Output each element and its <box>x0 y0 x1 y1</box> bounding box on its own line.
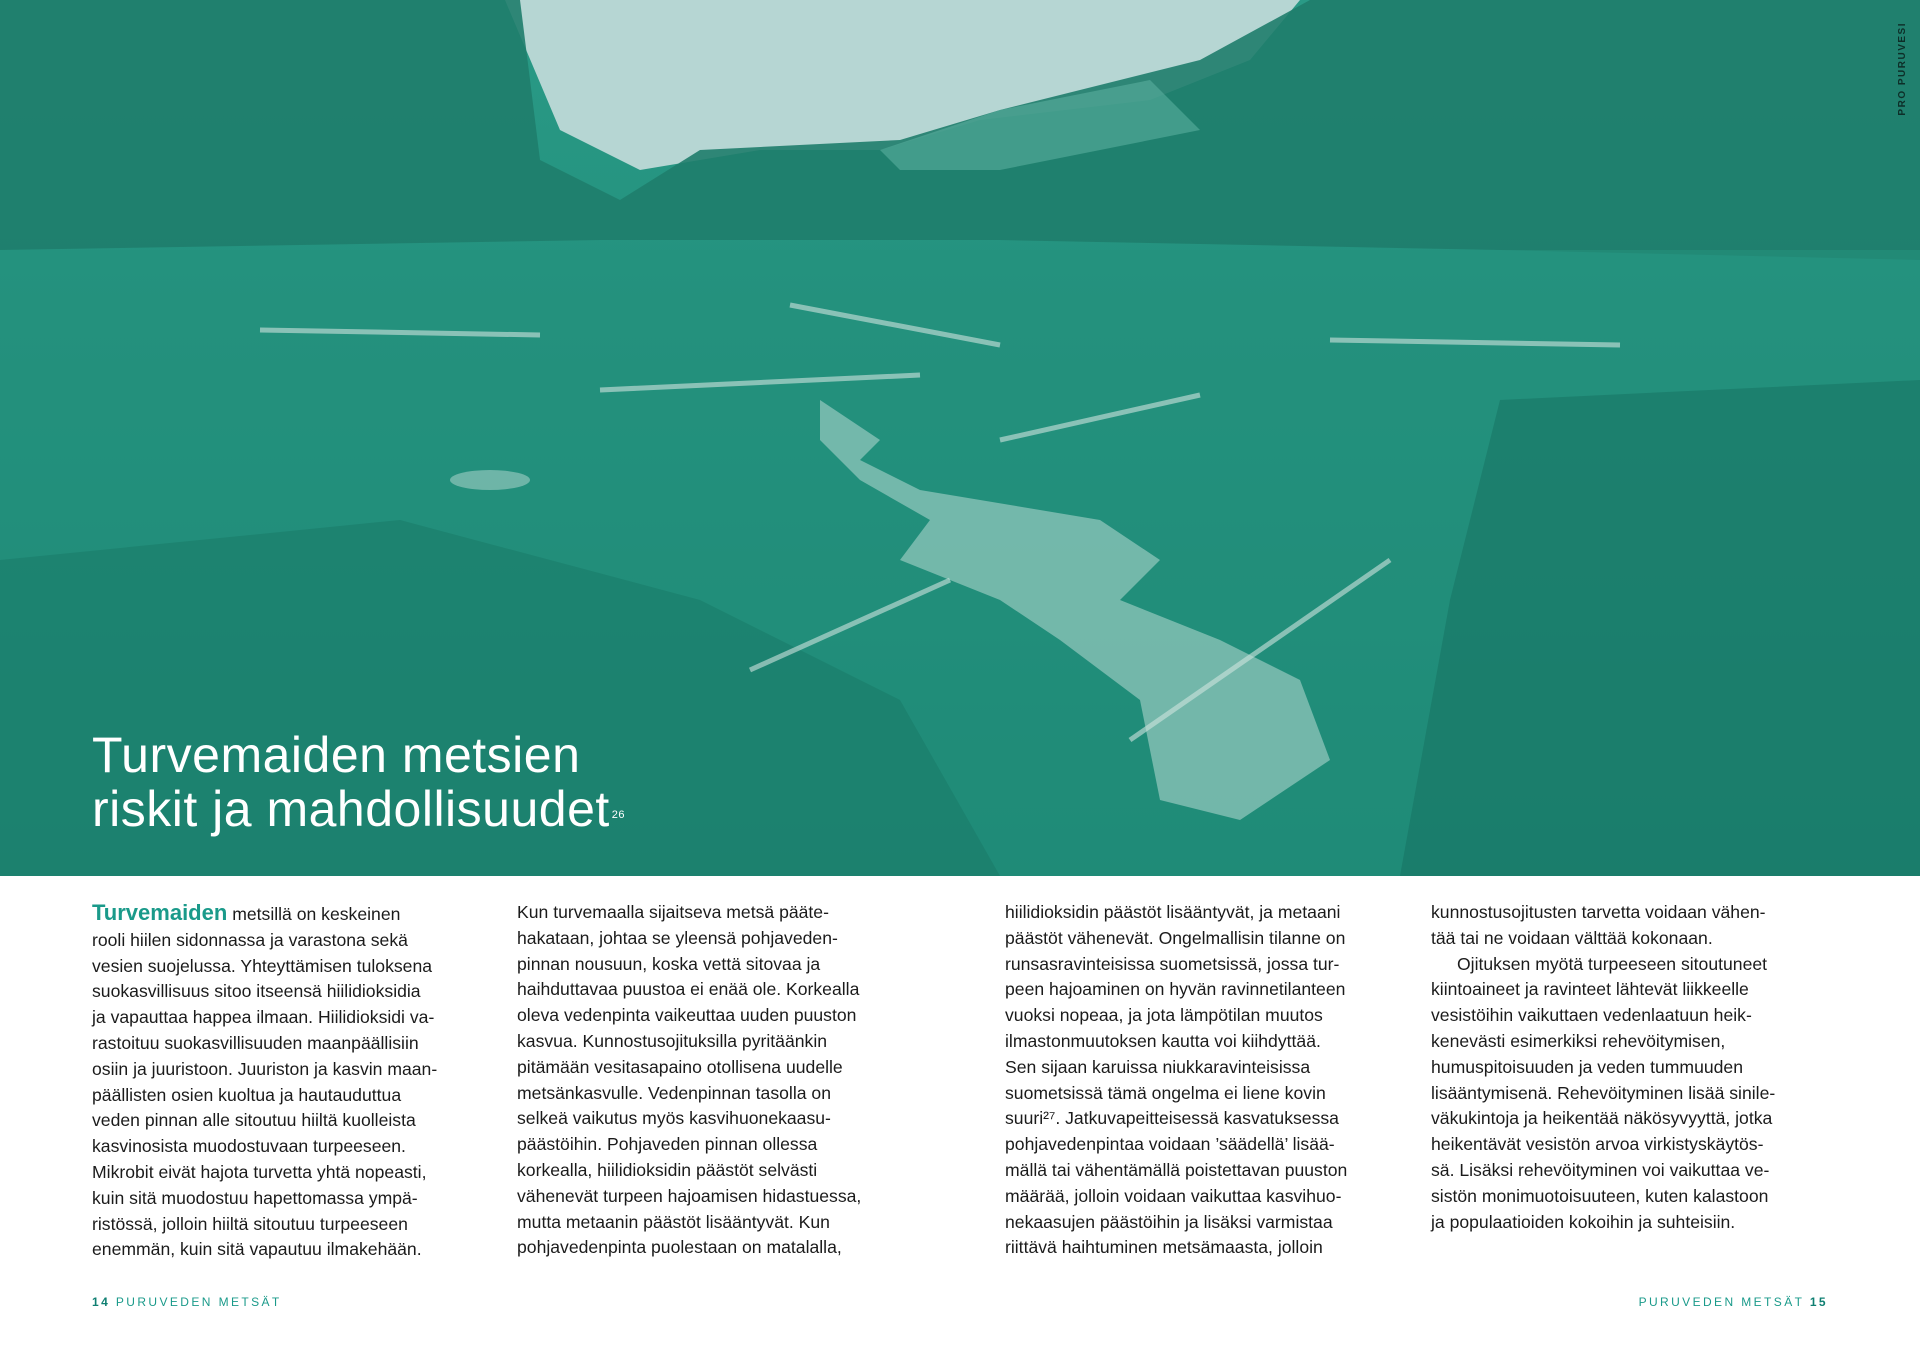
text-line: kenevästi esimerkiksi rehevöitymisen, <box>1431 1030 1726 1051</box>
text-line: hiilidioksidin päästöt lisääntyvät, ja metaani <box>1005 902 1341 922</box>
text-line: oleva vedenpinta vaikeuttaa uuden puuston <box>517 1005 857 1026</box>
text-line <box>92 900 492 928</box>
text-line: heikentävät vesistön arvoa virkistyskäytös- <box>1431 1134 1764 1155</box>
text-line: Sen sijaan karuissa niukkaravinteisissa <box>1005 1056 1311 1077</box>
text-line: sistön monimuotoisuuteen, kuten kalastoon <box>1431 1185 1769 1206</box>
text-line: korkealla, hiilidioksidin päästöt selvästi <box>517 1159 818 1180</box>
text-line: kuin sitä muodostuu hapettomassa ympä- <box>92 1187 418 1208</box>
publication-name-right: PURUVEDEN METSÄT <box>1638 1295 1805 1309</box>
page-number-right: 15 <box>1809 1295 1828 1309</box>
text-line: nekaasujen päästöihin ja lisäksi varmistaa <box>1005 1211 1333 1232</box>
text-line: vuoksi nopeaa, ja jota lämpötilan muutos <box>1005 1005 1323 1026</box>
text-line: päästöt vähenevät. Ongelmallisin tilanne on <box>1005 927 1346 948</box>
footer-left <box>92 1295 282 1309</box>
text-line: rastoituu suokasvillisuuden maanpäällisiin <box>92 1032 419 1053</box>
text-line: väkukintoja ja heikentää näkösyvyyttä, jotka <box>1431 1108 1773 1129</box>
text-line: suometsissä tämä ongelma ei liene kovin <box>1005 1082 1326 1103</box>
text-line: kasvua. Kunnostusojituksilla pyritäänkin <box>517 1030 828 1051</box>
text-line: vesistöihin vaikuttaen vedenlaatuun heik- <box>1431 1005 1752 1026</box>
text-line: sä. Lisäksi rehevöityminen voi vaikuttaa ve- <box>1431 1159 1770 1180</box>
text-line: kunnostusojitusten tarvetta voidaan vähen- <box>1431 902 1766 922</box>
text-line: hakataan, johtaa se yleensä pohjaveden- <box>517 927 838 948</box>
text-line: mällä tai vähentämällä poistettavan puuston <box>1005 1159 1348 1180</box>
text-line: lisääntymisenä. Rehevöityminen lisää sinile- <box>1431 1082 1776 1103</box>
text-line: selkeä vaikutus myös kasvihuonekaasu- <box>517 1108 831 1129</box>
text-line: peen hajoaminen on hyvän ravinnetilanteen <box>1005 979 1346 1000</box>
text-line: päällisten osien kuoltua ja hautauduttua <box>92 1084 402 1105</box>
text-column-2 <box>517 900 917 1261</box>
text-line: kiintoaineet ja ravinteet lähtevät liikkeelle <box>1431 979 1749 1000</box>
text-line: pitämään vesitasapaino otollisena uudelle <box>517 1056 843 1077</box>
text-line: riittävä haihtuminen metsämaasta, jolloin <box>1005 1237 1323 1258</box>
photo-credit: PRO PURUVESI <box>1897 22 1908 116</box>
text-line: vesien suojelussa. Yhteyttämisen tuloksena <box>92 955 433 976</box>
text-line: ja vapauttaa happea ilmaan. Hiilidioksidi va- <box>92 1007 435 1028</box>
title-line-1: Turvemaiden metsien <box>92 727 581 783</box>
page-title <box>92 728 625 836</box>
text-column-1 <box>92 900 492 1263</box>
text-line: pinnan nousuun, koska vettä sitovaa ja <box>517 953 821 974</box>
title-footnote: 26 <box>611 809 626 821</box>
text-line: osiin ja juuristoon. Juuriston ja kasvin maan- <box>92 1058 438 1079</box>
text-line: suokasvillisuus sitoo itseensä hiilidioksidia <box>92 981 421 1002</box>
text-line: mutta metaanin päästöt lisääntyvät. Kun <box>517 1211 830 1232</box>
text-line: määrää, jolloin voidaan vaikuttaa kasvihuo- <box>1005 1185 1342 1206</box>
text-line: päästöihin. Pohjaveden pinnan ollessa <box>517 1134 818 1155</box>
text-line: enemmän, kuin sitä vapautuu ilmakehään. <box>92 1239 422 1260</box>
text-column-3 <box>1005 900 1405 1261</box>
text-line: runsasravinteisissa suometsissä, jossa tur- <box>1005 953 1340 974</box>
text-line-rest: metsillä on keskeinen <box>227 904 401 924</box>
text-line: ristössä, jolloin hiiltä sitoutuu turpeeseen <box>92 1213 408 1234</box>
text-line: kasvinosista muodostuvaan turpeeseen. <box>92 1136 406 1157</box>
publication-name-left: PURUVEDEN METSÄT <box>115 1295 282 1309</box>
text-line: pohjavedenpintaa voidaan ’säädellä’ lisää- <box>1005 1134 1335 1155</box>
text-line: ja populaatioiden kokoihin ja suhteisiin. <box>1431 1211 1736 1232</box>
text-line: humuspitoisuuden ja veden tummuuden <box>1431 1056 1744 1077</box>
title-line-2: riskit ja mahdollisuudet <box>92 781 610 837</box>
text-line: Kun turvemaalla sijaitseva metsä pääte- <box>517 902 829 922</box>
text-line: pohjavedenpinta puolestaan on matalalla, <box>517 1237 842 1258</box>
text-line: haihduttavaa puustoa ei enää ole. Korkealla <box>517 979 860 1000</box>
page-number-left: 14 <box>92 1295 111 1309</box>
text-line: Mikrobit eivät hajota turvetta yhtä nopeasti, <box>92 1161 427 1182</box>
footer-right <box>1639 1295 1828 1309</box>
text-line: metsänkasvulle. Vedenpinnan tasolla on <box>517 1082 831 1103</box>
lead-word: Turvemaiden <box>92 900 228 925</box>
text-line: suuri²⁷. Jatkuvapeitteisessä kasvatuksessa <box>1005 1108 1339 1129</box>
text-line: veden pinnan alle sitoutuu hiiltä kuolleista <box>92 1110 416 1131</box>
text-column-4 <box>1431 900 1831 1235</box>
text-line: ilmastonmuutoksen kautta voi kiihdyttää. <box>1005 1030 1321 1051</box>
text-line: vähenevät turpeen hajoamisen hidastuessa, <box>517 1185 862 1206</box>
text-line: Ojituksen myötä turpeeseen sitoutuneet <box>1457 953 1768 974</box>
text-line: rooli hiilen sidonnassa ja varastona sekä <box>92 929 408 950</box>
text-line: tää tai ne voidaan välttää kokonaan. <box>1431 927 1713 948</box>
